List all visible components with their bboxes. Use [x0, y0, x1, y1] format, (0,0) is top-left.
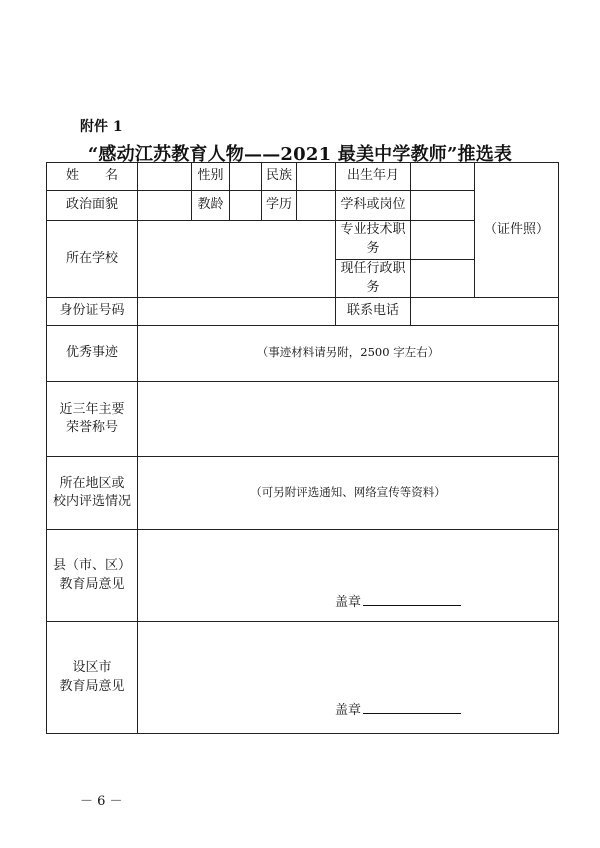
politics-label: 政治面貌: [47, 191, 138, 221]
id-label: 身份证号码: [47, 298, 138, 326]
selection-note: （可另附评选通知、网络宣传等资料）: [250, 484, 446, 499]
gender-field[interactable]: [230, 163, 262, 191]
teaching-years-label: 教龄: [192, 191, 230, 221]
honors-label-line: 荣誉称号: [65, 420, 118, 436]
honors-label: [47, 382, 138, 457]
county-stamp: [335, 593, 461, 613]
teaching-years-field[interactable]: [230, 191, 262, 221]
birth-field[interactable]: [411, 163, 475, 191]
politics-field[interactable]: [138, 191, 192, 221]
deeds-label: 优秀事迹: [47, 326, 138, 382]
photo-box[interactable]: [475, 163, 559, 298]
county-label-line: 县（市、区）: [52, 558, 131, 574]
ethnicity-label: 民族: [262, 163, 297, 191]
phone-label: 联系电话: [336, 298, 411, 326]
deeds-note: （事迹材料请另附，2500 字左右）: [256, 345, 440, 360]
attachment-label: 附件 1: [80, 119, 123, 135]
selection-label-line: 校内评选情况: [52, 494, 131, 510]
photo-label: （证件照）: [483, 221, 549, 237]
county-stamp-label: 盖章: [335, 595, 362, 611]
name-label: 姓 名: [47, 163, 138, 191]
admin-title-field[interactable]: [411, 259, 475, 298]
county-label-line: 教育局意见: [59, 576, 125, 592]
city-label-line: 教育局意见: [59, 678, 125, 694]
county-opinion-label: [47, 530, 138, 622]
id-field[interactable]: [138, 298, 336, 326]
phone-field[interactable]: [411, 298, 559, 326]
city-stamp-line[interactable]: [363, 701, 461, 714]
gender-label: 性别: [192, 163, 230, 191]
education-field[interactable]: [297, 191, 336, 221]
selection-label: [47, 457, 138, 530]
name-field[interactable]: [138, 163, 192, 191]
selection-field[interactable]: [138, 457, 559, 530]
admin-title-label: 现任行政职务: [336, 259, 411, 298]
county-stamp-line[interactable]: [363, 593, 461, 606]
tech-title-field[interactable]: [411, 221, 475, 260]
county-opinion-field[interactable]: [138, 530, 559, 622]
school-label: 所在学校: [47, 221, 138, 298]
form-title: “感动江苏教育人物——2021 最美中学教师”推选表: [87, 144, 513, 165]
nomination-form-table: [46, 162, 559, 734]
city-opinion-label: [47, 622, 138, 734]
honors-field[interactable]: [138, 382, 559, 457]
tech-title-label: 专业技术职务: [336, 221, 411, 260]
selection-label-line: 所在地区或: [59, 475, 125, 491]
deeds-field[interactable]: [138, 326, 559, 382]
school-field[interactable]: [138, 221, 336, 298]
subject-field[interactable]: [411, 191, 475, 221]
honors-label-line: 近三年主要: [59, 401, 125, 417]
city-stamp: [335, 701, 461, 721]
city-stamp-label: 盖章: [335, 703, 362, 719]
city-opinion-field[interactable]: [138, 622, 559, 734]
page-number: － 6 －: [80, 794, 123, 809]
city-label-line: 设区市: [72, 660, 112, 676]
education-label: 学历: [262, 191, 297, 221]
subject-label: 学科或岗位: [336, 191, 411, 221]
birth-label: 出生年月: [336, 163, 411, 191]
ethnicity-field[interactable]: [297, 163, 336, 191]
